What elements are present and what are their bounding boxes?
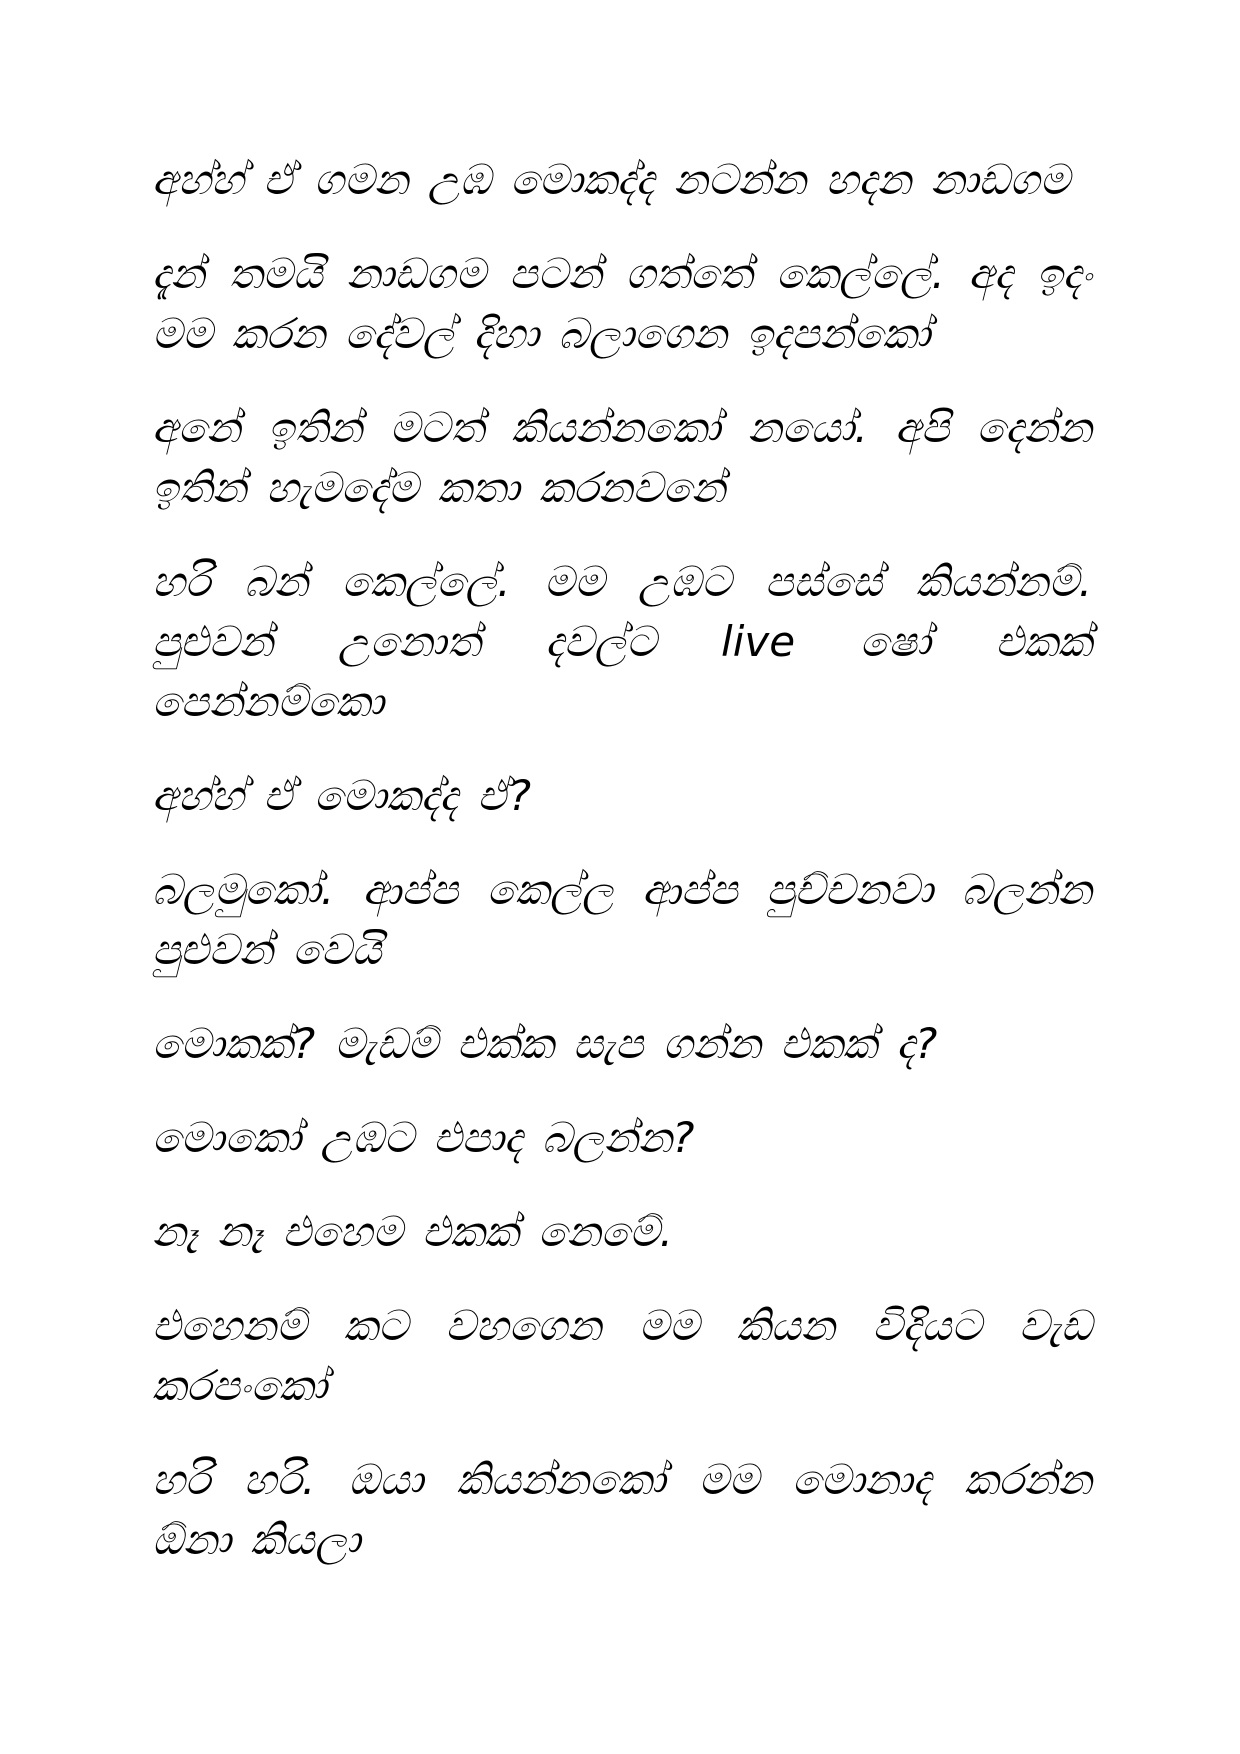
dialogue-text <box>152 150 1092 1604</box>
paragraph-9: නෑ නෑ එහෙම එකක් නෙමේ. <box>152 1207 673 1256</box>
paragraph-11: හරි හරි. ඔයා කියන්නකෝ මම මොනාද කරන්න ඕනා කියලා <box>152 1455 1092 1564</box>
paragraph-1: අහ්හ් ඒ ගමන උඹ මොකද්ද නටන්න හදන නාඩගම <box>152 155 1070 204</box>
paragraph-10: එහෙනම් කට වහගෙන මම කියන විදියට වැඩ කරපංකෝ <box>152 1301 1092 1410</box>
paragraph-8: මොකෝ උඹට එපාද බලන්න? <box>152 1113 695 1162</box>
paragraph-2: දැන් තමයි නාඩගම පටන් ගත්තේ කෙල්ලේ. අද ඉදං මම කරන දේවල් දිහා බලාගෙන ඉදපන්කෝ <box>152 249 1092 358</box>
paragraph-4: හරි බන් කෙල්ලේ. මම උඹට පස්සේ කියන්නම්. පුළුවන් උනොත් දවල්ට live ෂෝ එකක් පෙන්නම්කො <box>152 557 1092 726</box>
paragraph-7: මොකක්? මැඩම් එක්ක සැප ගන්න එකක් ද? <box>152 1019 938 1068</box>
paragraph-3: අනේ ඉතින් මටත් කියන්නකෝ නයෝ. අපි දෙන්න ඉතින් හැමදේම කතා කරනවනේ <box>152 403 1092 512</box>
paragraph-6: බලමුකෝ. ආප්ප කෙල්ල ආප්ප පුච්චනවා බලන්න පුළුවන් වෙයි <box>152 865 1092 974</box>
paragraph-5: අහ්හ් ඒ මොකද්ද ඒ? <box>152 771 532 820</box>
